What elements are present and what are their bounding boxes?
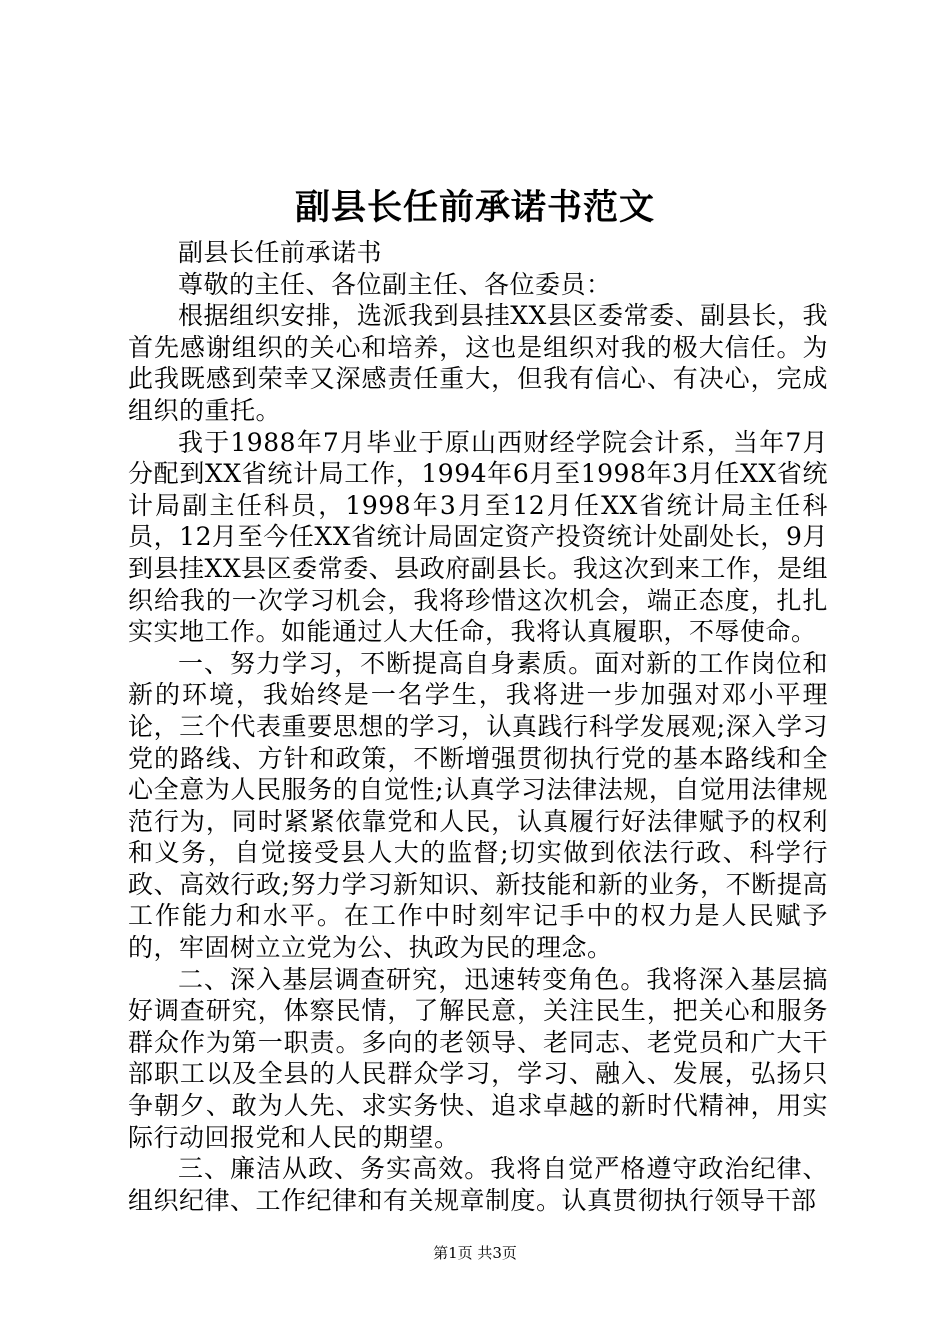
paragraph-point-one: 一、努力学习，不断提高自身素质。面对新的工作岗位和新的环境，我始终是一名学生，我将进一步加强对邓小平理论，三个代表重要思想的学习，认真践行科学发展观;深入学习党的路线、方针和政策，不断增强贯彻执行党的基本路线和全心全意为人民服务的自觉性;认真学习法律法规，自觉用法律规范行为，同时紧紧依靠党和人民，认真履行好法律赋予的权利和义务，自觉接受县人大的监督;切实做到依法行政、科学行政、高效行政;努力学习新知识、新技能和新的业务，不断提高工作能力和水平。在工作中时刻牢记手中的权力是人民赋予的，牢固树立立党为公、执政为民的理念。 <box>128 648 828 963</box>
paragraph-background: 我于1988年7月毕业于原山西财经学院会计系，当年7月分配到XX省统计局工作，1994年6月至1998年3月任XX省统计局副主任科员，1998年3月至12月任XX省统计局主任科员，12月至今任XX省统计局固定资产投资统计处副处长，9月到县挂XX县区委常委、县政府副县长。我这次到来工作，是组织给我的一次学习机会，我将珍惜这次机会，端正态度，扎扎实实地工作。如能通过人大任命，我将认真履职，不辱使命。 <box>128 427 828 647</box>
page-number: 第1页 共3页 <box>433 1244 517 1262</box>
paragraph-intro: 根据组织安排，选派我到县挂XX县区委常委、副县长，我首先感谢组织的关心和培养，这也是组织对我的极大信任。为此我既感到荣幸又深感责任重大，但我有信心、有决心，完成组织的重托。 <box>128 301 828 425</box>
salutation: 尊敬的主任、各位副主任、各位委员： <box>178 269 612 299</box>
document-title: 副县长任前承诺书范文 <box>294 187 655 228</box>
paragraph-point-two: 二、深入基层调查研究，迅速转变角色。我将深入基层搞好调查研究，体察民情，了解民意，关注民生，把关心和服务群众作为第一职责。多向的老领导、老同志、老党员和广大干部职工以及全县的人民群众学习，学习、融入、发展，弘扬只争朝夕、敢为人先、求实务快、追求卓越的新时代精神，用实际行动回报党和人民的期望。 <box>128 964 828 1152</box>
document-body <box>128 237 828 1216</box>
document-heading-line: 副县长任前承诺书 <box>178 238 383 267</box>
paragraph-point-three: 三、廉洁从政、务实高效。我将自觉严格遵守政治纪律、组织纪律、工作纪律和有关规章制度。认真贯彻执行领导干部 <box>128 1154 828 1215</box>
